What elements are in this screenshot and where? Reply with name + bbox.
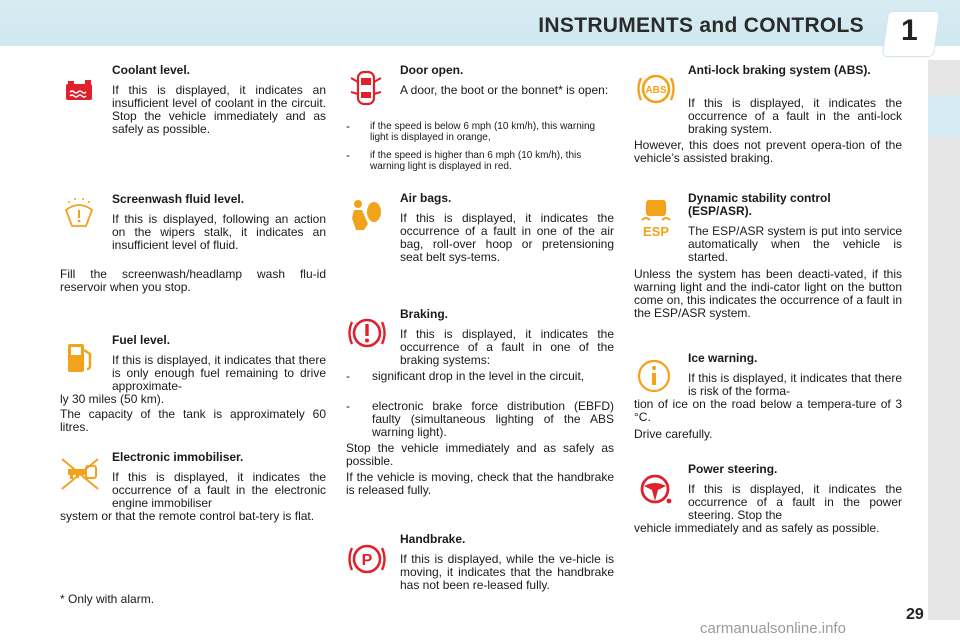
airbags-title: Air bags. — [400, 191, 452, 205]
fuel-title: Fuel level. — [112, 333, 171, 347]
handbrake-text: If this is displayed, while the ve-hicle is moving, it indicates that the handbrake has not been re-leased fully. — [400, 552, 614, 592]
coolant-text: If this is displayed, it indicates an insufficient level of coolant in the circuit. Stop the vehicle immediately and as safely as possible. — [112, 83, 326, 136]
handbrake-title: Handbrake. — [400, 532, 466, 546]
esp-text: The ESP/ASR system is put into service automatically when the vehicle is started. — [688, 224, 902, 264]
parking-brake-icon — [346, 538, 388, 580]
door-bullet-2: if the speed is higher than 6 mph (10 km/h), this warning light is displayed in red. — [370, 150, 582, 172]
abs-icon — [634, 68, 678, 110]
fuel-extra: The capacity of the tank is approximately 60 litres. — [60, 407, 326, 434]
immobiliser-title: Electronic immobiliser. — [112, 450, 244, 464]
fuel-text-cont: ly 30 miles (50 km). — [60, 392, 165, 406]
ice-title: Ice warning. — [688, 351, 758, 365]
svg-text:ESP: ESP — [642, 224, 670, 239]
airbags-text: If this is displayed, it indicates the occurrence of a fault in one of the air bag, roll-over hoop or pretensioning seat belt sys-tems. — [400, 211, 614, 264]
fuel-text: If this is displayed, it indicates that there is only enough fuel remaining to drive approximate- — [112, 353, 326, 393]
coolant-temperature-icon — [60, 72, 98, 110]
abs-extra: However, this does not prevent opera-tion of the vehicle’s assisted braking. — [634, 138, 902, 165]
power-steering-icon — [634, 468, 676, 510]
chapter-number: 1 — [901, 14, 918, 47]
door-title: Door open. — [400, 63, 464, 77]
brake-warning-icon — [346, 312, 388, 354]
ice-text: If this is displayed, it indicates that there is risk of the forma- — [688, 371, 902, 398]
screenwash-extra: Fill the screenwash/headlamp wash flu-id reservoir when you stop. — [60, 267, 326, 294]
door-bullet-1: if the speed is below 6 mph (10 km/h), this warning light is displayed in orange, — [370, 121, 596, 143]
coolant-title: Coolant level. — [112, 63, 191, 77]
fuel-pump-icon — [60, 338, 98, 376]
steering-text-cont: vehicle immediately and as safely as possible. — [634, 521, 880, 535]
abs-text: If this is displayed, it indicates the occurrence of a fault in the anti-lock braking system. — [688, 96, 902, 136]
esp-icon — [634, 196, 678, 240]
car-door-open-icon — [346, 66, 386, 110]
braking-extra-2: If the vehicle is moving, check that the handbrake is released fully. — [346, 470, 614, 497]
airbag-icon — [346, 196, 388, 234]
key-immobiliser-icon — [58, 455, 102, 493]
ice-warning-icon — [634, 356, 674, 396]
ice-extra: Drive carefully. — [634, 427, 713, 441]
steering-title: Power steering. — [688, 462, 778, 476]
screenwash-text: If this is displayed, following an action on the wipers stalk, it indicates an insufficient level of fluid. — [112, 212, 326, 252]
svg-text:ABS: ABS — [645, 85, 667, 96]
ice-text-cont: tion of ice on the road below a tempera-ture of 3 °C. — [634, 397, 902, 424]
watermark: carmanualsonline.info — [700, 620, 846, 637]
braking-title: Braking. — [400, 307, 449, 321]
abs-title: Anti-lock braking system (ABS). — [688, 63, 871, 77]
esp-extra: Unless the system has been deacti-vated, if this warning light and the indi-cator light on the button come on, this indicates the occurrence of a fault in the ESP/ASR system. — [634, 267, 902, 320]
side-strip-accent — [928, 95, 960, 137]
braking-bullet-dash: - — [346, 399, 350, 413]
screenwash-title: Screenwash fluid level. — [112, 192, 245, 206]
door-text: A door, the boot or the bonnet* is open: — [400, 83, 609, 97]
page-number: 29 — [906, 606, 924, 623]
footnote: * Only with alarm. — [60, 592, 155, 606]
svg-text:P: P — [361, 552, 373, 569]
braking-bullet-2: electronic brake force distribution (EBFD) faulty (simultaneous lighting of the ABS warning light). — [372, 399, 614, 439]
braking-bullet-dash: - — [346, 369, 350, 383]
door-bullet-dash: - — [346, 119, 350, 133]
steering-text: If this is displayed, it indicates the occurrence of a fault in the power steering. Stop the — [688, 482, 902, 522]
esp-title: Dynamic stability control (ESP/ASR). — [688, 191, 831, 218]
immobiliser-text: If this is displayed, it indicates the occurrence of a fault in the electronic engine immobiliser — [112, 470, 326, 510]
side-strip — [928, 60, 960, 620]
immobiliser-text-cont: system or that the remote control bat-tery is flat. — [60, 509, 315, 523]
page-title: INSTRUMENTS and CONTROLS — [538, 14, 864, 37]
braking-bullet-1: significant drop in the level in the circuit, — [372, 369, 585, 383]
braking-text: If this is displayed, it indicates the occurrence of a fault in one of the braking systems: — [400, 327, 614, 367]
braking-extra-1: Stop the vehicle immediately and as safely as possible. — [346, 441, 614, 468]
screenwash-fluid-icon — [60, 196, 98, 234]
door-bullet-dash: - — [346, 148, 350, 162]
